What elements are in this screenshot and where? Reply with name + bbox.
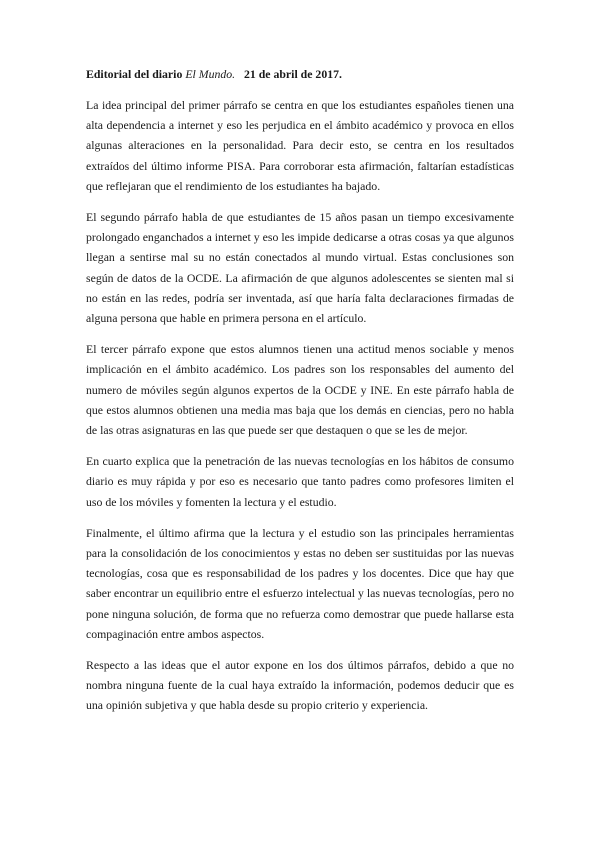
paragraph-3: El tercer párrafo expone que estos alumnos tienen una actitud menos sociable y menos implicación en el ámbito académico. Los padres son los responsables del aumento del numero de móviles según algunos expertos de la OCDE y INE. En este párrafo habla de que estos alumnos obtienen una media mas baja que los demás en ciencias, pero no habla de las otras asignaturas en las que puede ser que destaquen o que se les de mejor. <box>86 342 514 438</box>
title-separator: . <box>232 67 236 81</box>
document-body <box>86 66 514 727</box>
document-title <box>86 66 514 82</box>
paragraph-1: La idea principal del primer párrafo se centra en que los estudiantes españoles tienen una alta dependencia a internet y eso les perjudica en el ámbito académico y provoca en ellos algunas alteraciones en la personalidad. Para decir esto, se centra en los resultados extraídos del último informe PISA. Para corroborar esta afirmación, faltarían estadísticas que reflejaran que el rendimiento de los estudiantes ha bajado. <box>86 98 514 193</box>
paragraph-2: El segundo párrafo habla de que estudiantes de 15 años pasan un tiempo excesivamente prolongado enganchados a internet y eso les impide dedicarse a otras cosas ya que algunos llegan a sentirse mal su no están conectados al mundo virtual. Estas conclusiones son según de datos de la OCDE. La afirmación de que algunos adolescentes se sienten mal si no están en las redes, podría ser inventada, así que haría falta declaraciones firmadas de alguna persona que hable en primera persona en el artículo. <box>86 210 514 326</box>
title-date: 21 de abril de 2017. <box>243 67 342 81</box>
paragraph-4: En cuarto explica que la penetración de las nuevas tecnologías en los hábitos de consumo diario es muy rápida y por eso es necesario que tanto padres como profesores limiten el uso de los móviles y fomenten la lectura y el estudio. <box>86 454 514 509</box>
title-prefix: Editorial del diario <box>86 67 183 81</box>
paragraph-6: Respecto a las ideas que el autor expone en los dos últimos párrafos, debido a que no nombra ninguna fuente de la cual haya extraído la información, podemos deducir que es una opinión subjetiva y que habla desde su propio criterio y experiencia. <box>86 658 514 713</box>
title-newspaper: El Mundo <box>185 67 233 81</box>
paragraph-5: Finalmente, el último afirma que la lectura y el estudio son las principales herramientas para la consolidación de los conocimientos y estas no deben ser sustituidas por las nuevas tecnologías, cosa que es responsabilidad de los padres y los docentes. Dice que hay que saber encontrar un equilibrio entre el esfuerzo intelectual y las nuevas tecnologías, pero no pone ninguna solución, de forma que no refuerza como demostrar que puede hallarse esta compaginación entre ambos aspectos. <box>86 525 514 641</box>
